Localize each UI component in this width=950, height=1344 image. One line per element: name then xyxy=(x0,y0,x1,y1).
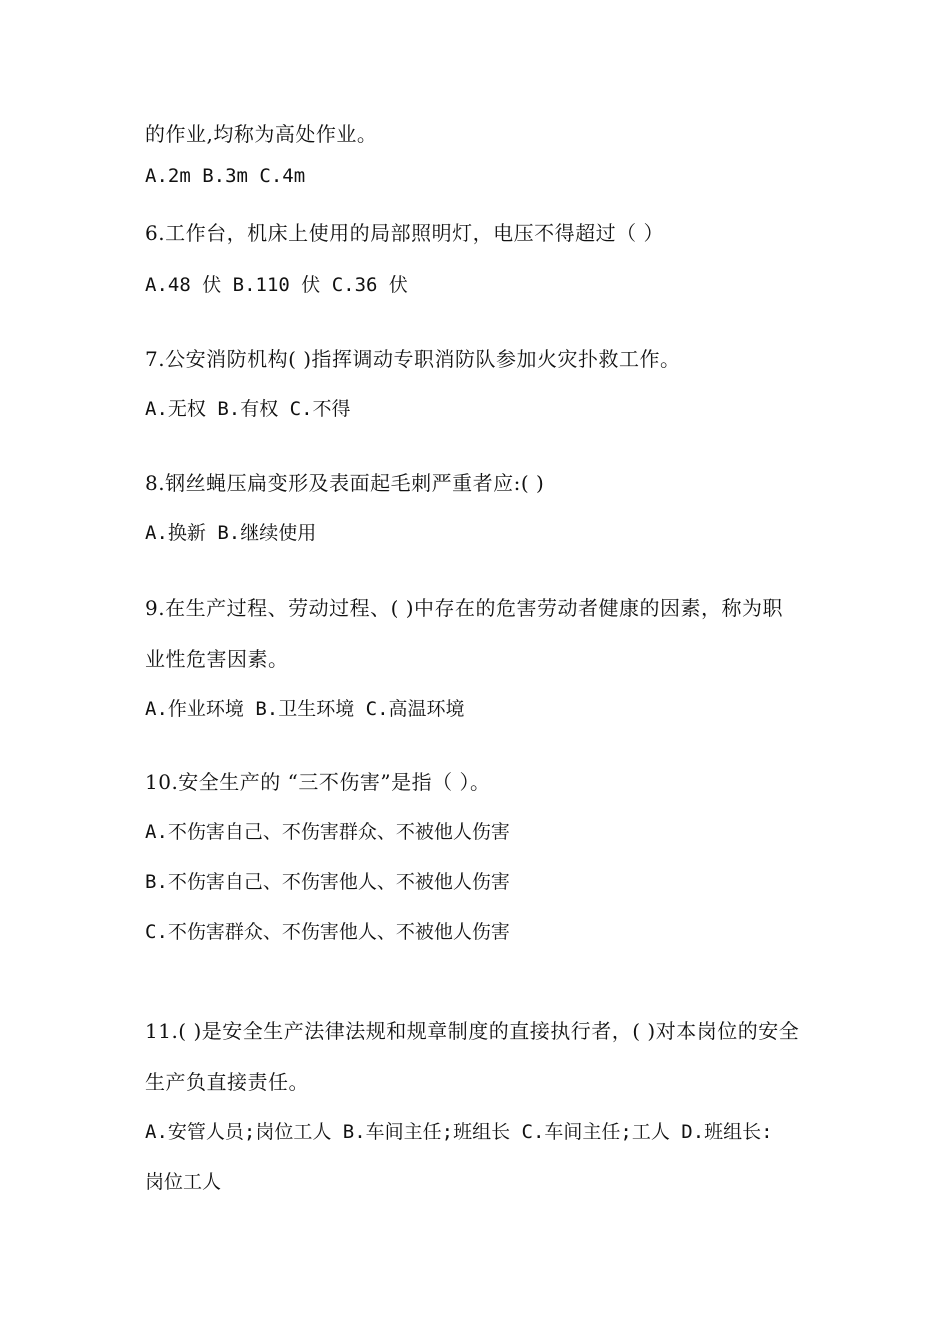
question-7: 7.公安消防机构( )指挥调动专职消防队参加火灾扑救工作。 xyxy=(145,347,681,371)
question-11-line-2: 生产负直接责任。 xyxy=(145,1070,309,1094)
question-9-options: A.作业环境 B.卫生环境 C.高温环境 xyxy=(145,698,465,720)
question-9-line-1: 9.在生产过程、劳动过程、( )中存在的危害劳动者健康的因素，称为职 xyxy=(145,596,784,620)
question-8-options: A.换新 B.继续使用 xyxy=(145,522,317,544)
question-9-line-2: 业性危害因素。 xyxy=(145,647,289,671)
question-10: 10.安全生产的 “三不伤害”是指（ ）。 xyxy=(145,770,491,794)
question-7-options: A.无权 B.有权 C.不得 xyxy=(145,398,351,420)
question-10-option-c: C.不伤害群众、不伤害他人、不被他人伤害 xyxy=(145,921,510,943)
question-5-continuation: 的作业,均称为高处作业。 xyxy=(145,122,378,146)
question-8: 8.钢丝蝇压扁变形及表面起毛刺严重者应:( ) xyxy=(145,471,545,495)
question-11-options: A.安管人员;岗位工人 B.车间主任;班组长 C.车间主任;工人 D.班组长: xyxy=(145,1121,773,1143)
question-6-options: A.48 伏 B.110 伏 C.36 伏 xyxy=(145,274,408,296)
question-10-option-b: B.不伤害自己、不伤害他人、不被他人伤害 xyxy=(145,871,510,893)
question-5-options: A.2m B.3m C.4m xyxy=(145,165,306,187)
question-6: 6.工作台，机床上使用的局部照明灯，电压不得超过（ ） xyxy=(145,221,664,245)
question-11-line-1: 11.( )是安全生产法律法规和规章制度的直接执行者，( )对本岗位的安全 xyxy=(145,1019,800,1043)
question-11-options-continued: 岗位工人 xyxy=(145,1171,222,1193)
question-10-option-a: A.不伤害自己、不伤害群众、不被他人伤害 xyxy=(145,821,510,843)
